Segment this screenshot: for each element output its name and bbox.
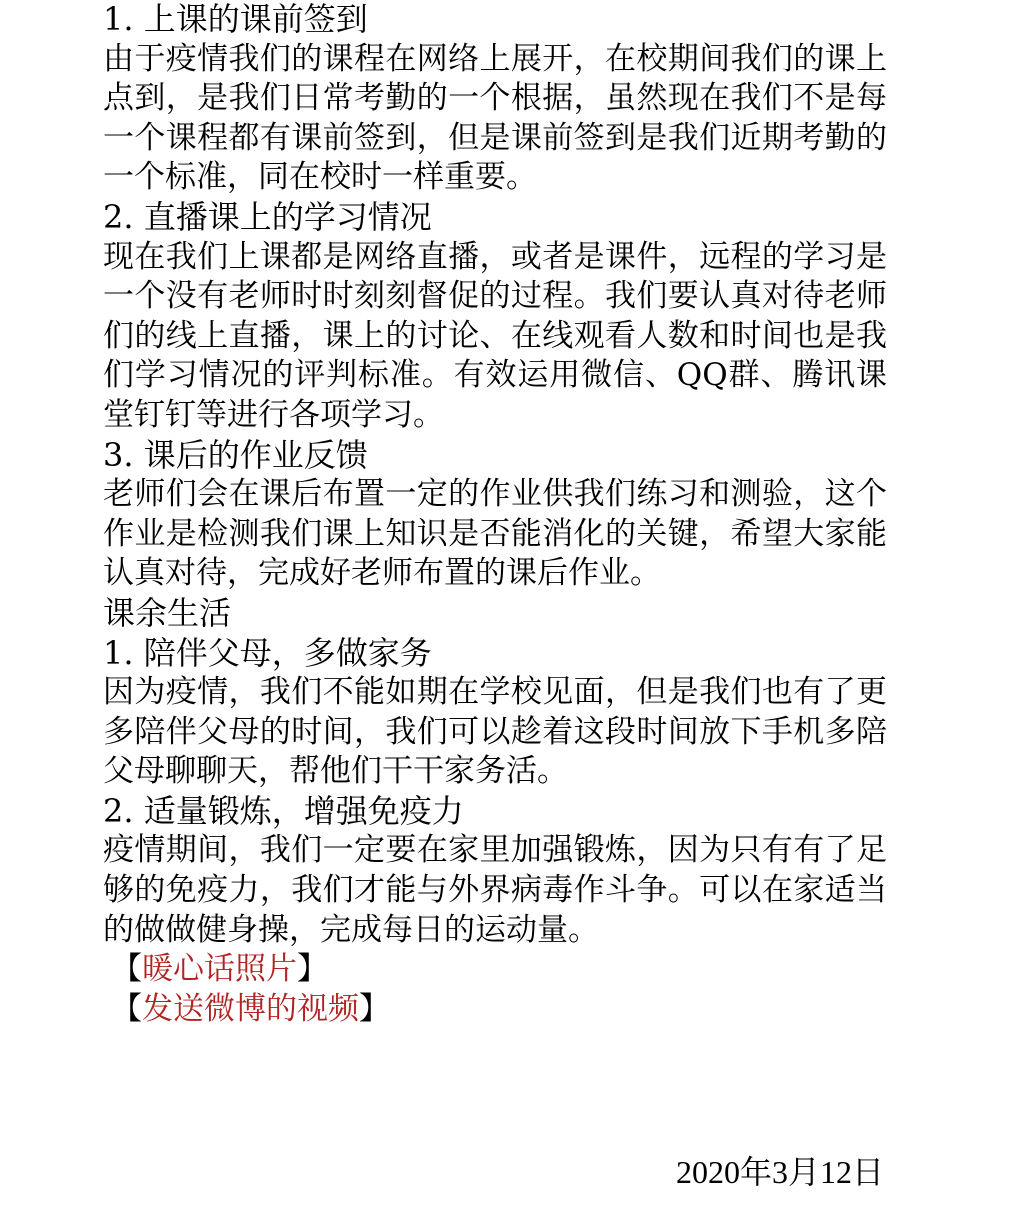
section-1-heading: 1. 上课的课前签到: [103, 0, 368, 38]
video-link-bracket-open: 【: [111, 990, 142, 1027]
section-2-paragraph: 现在我们上课都是网络直播，或者是课件，远程的学习是一个没有老师时时刻刻督促的过程。我们要认真对待老师们的线上直播，课上的讨论、在线观看人数和时间也是我们学习情况的评判标准。有效运用微信、QQ群、腾讯课堂钉钉等进行各项学习。: [103, 238, 887, 433]
section-2-heading: 2. 直播课上的学习情况: [103, 197, 432, 236]
after-school-1-paragraph: 因为疫情，我们不能如期在学校见面，但是我们也有了更多陪伴父母的时间，我们可以趁着这段时间放下手机多陪父母聊聊天，帮他们干干家务活。: [103, 674, 887, 790]
photo-link-bracket-close: 】: [297, 951, 328, 988]
after-school-1-heading: 1. 陪伴父母，多做家务: [103, 633, 432, 672]
after-school-title: 课余生活: [103, 593, 232, 632]
after-school-2-heading: 2. 适量锻炼，增强免疫力: [103, 791, 464, 830]
video-link-bracket-close: 】: [359, 990, 390, 1027]
photo-link-bracket-open: 【: [111, 951, 142, 988]
video-link-line: [103, 990, 893, 1030]
document-date: 2020年3月12日: [675, 1154, 884, 1190]
after-school-2-paragraph: 疫情期间，我们一定要在家里加强锻炼，因为只有有了足够的免疫力，我们才能与外界病毒作斗争。可以在家适当的做做健身操，完成每日的运动量。: [103, 832, 887, 948]
section-1-paragraph: 由于疫情我们的课程在网络上展开，在校期间我们的课上点到，是我们日常考勤的一个根据，虽然现在我们不是每一个课程都有课前签到，但是课前签到是我们近期考勤的一个标准，同在校时一样重要。: [103, 40, 887, 196]
video-link[interactable]: 发送微博的视频: [142, 990, 359, 1027]
document-body: [103, 0, 893, 1029]
section-3-heading: 3. 课后的作业反馈: [103, 435, 368, 474]
section-3-paragraph: 老师们会在课后布置一定的作业供我们练习和测验，这个作业是检测我们课上知识是否能消化的关键，希望大家能认真对待，完成好老师布置的课后作业。: [103, 476, 887, 592]
photo-link-line: [103, 950, 893, 990]
photo-link[interactable]: 暖心话照片: [142, 951, 297, 988]
